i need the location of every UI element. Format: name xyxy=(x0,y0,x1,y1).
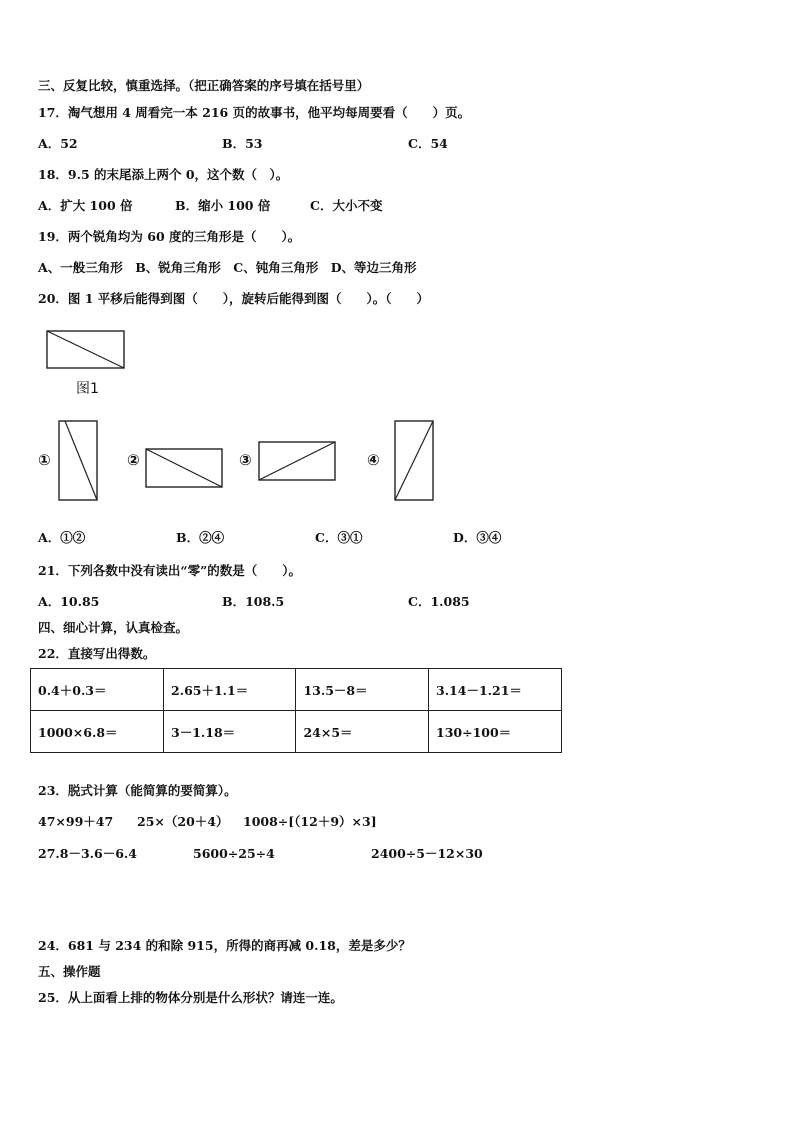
q24-stem: 24．681 与 234 的和除 915，所得的商再减 0.18，差是多少？ xyxy=(38,938,411,953)
calc-cell: 0.4＋0.3＝ xyxy=(31,669,164,711)
q20-option-a: A．①② xyxy=(38,530,86,545)
q18-option-c: C．大小不变 xyxy=(310,198,383,213)
q18-option-b: B．缩小 100 倍 xyxy=(175,198,271,213)
figure-option-4 xyxy=(394,420,436,502)
calc-cell: 2.65＋1.1＝ xyxy=(164,669,296,711)
q18-stem: 18．9.5 的末尾添上两个 0，这个数（ ）。 xyxy=(38,167,289,182)
q25-stem: 25．从上面看上排的物体分别是什么形状？请连一连。 xyxy=(38,990,343,1005)
table-row xyxy=(31,669,562,711)
q21-option-c: C．1.085 xyxy=(408,594,470,609)
figure-option-2 xyxy=(145,448,225,490)
figure-label-2: ② xyxy=(127,451,140,469)
q19-options: A、一般三角形 B、锐角三角形 C、钝角三角形 D、等边三角形 xyxy=(38,260,417,275)
q23-expr-3: 1008÷[（12＋9）×3] xyxy=(243,814,377,829)
q18-option-a: A．扩大 100 倍 xyxy=(38,198,133,213)
q23-expr-4: 27.8－3.6－6.4 xyxy=(38,846,137,861)
calc-cell: 130÷100＝ xyxy=(429,711,562,753)
q21-stem: 21．下列各数中没有读出“零”的数是（ ）。 xyxy=(38,563,302,578)
q20-option-c: C．③① xyxy=(315,530,363,545)
q23-expr-5: 5600÷25÷4 xyxy=(193,846,275,861)
q19-stem: 19．两个锐角均为 60 度的三角形是（ ）。 xyxy=(38,229,301,244)
q17-option-a: A．52 xyxy=(38,136,78,151)
q17-option-b: B．53 xyxy=(222,136,263,151)
q22-calc-table xyxy=(30,668,562,753)
q20-option-b: B．②④ xyxy=(176,530,225,545)
q17-stem: 17．淘气想用 4 周看完一本 216 页的故事书，他平均每周要看（ ）页。 xyxy=(38,105,471,120)
calc-cell: 1000×6.8＝ xyxy=(31,711,164,753)
section-3-heading: 三、反复比较，慎重选择。（把正确答案的序号填在括号里） xyxy=(38,78,370,93)
q23-stem: 23．脱式计算（能简算的要简算）。 xyxy=(38,783,237,798)
q23-expr-2: 25×（20＋4） xyxy=(137,814,229,829)
section-5-heading: 五、操作题 xyxy=(38,964,101,979)
q17-option-c: C．54 xyxy=(408,136,448,151)
figure-1-rectangle xyxy=(46,330,126,370)
figure-option-3 xyxy=(258,441,338,483)
calc-cell: 24×5＝ xyxy=(296,711,429,753)
q22-stem: 22．直接写出得数。 xyxy=(38,646,156,661)
figure-label-1: ① xyxy=(38,451,51,469)
q21-option-b: B．108.5 xyxy=(222,594,285,609)
figure-label-4: ④ xyxy=(367,451,380,469)
calc-cell: 13.5－8＝ xyxy=(296,669,429,711)
q23-expr-6: 2400÷5－12×30 xyxy=(371,846,483,861)
calc-cell: 3－1.18＝ xyxy=(164,711,296,753)
calc-cell: 3.14－1.21＝ xyxy=(429,669,562,711)
table-row xyxy=(31,711,562,753)
section-4-heading: 四、细心计算，认真检查。 xyxy=(38,620,189,635)
figure-option-1 xyxy=(58,420,100,502)
figure-label-3: ③ xyxy=(239,451,252,469)
q21-option-a: A．10.85 xyxy=(38,594,100,609)
q20-option-d: D．③④ xyxy=(453,530,502,545)
q20-stem: 20．图 1 平移后能得到图（ ），旋转后能得到图（ ）。（ ） xyxy=(38,291,430,306)
q23-expr-1: 47×99＋47 xyxy=(38,814,114,829)
figure-1-caption: 图1 xyxy=(76,381,99,397)
